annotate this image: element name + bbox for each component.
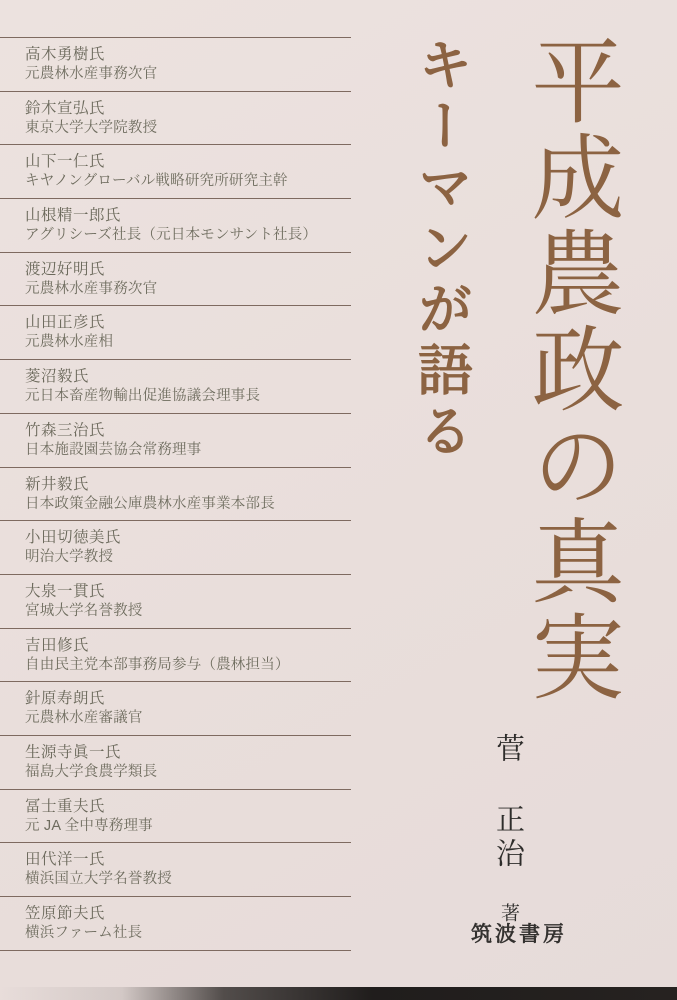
- keyman-entry: [0, 252, 351, 306]
- keyman-name: 冨士重夫氏: [25, 797, 106, 815]
- scan-edge-shadow: [0, 987, 677, 1000]
- keyman-entry: [0, 198, 351, 252]
- keyman-name: 笠原節夫氏: [25, 905, 106, 922]
- keyman-title: 日本施設園芸協会常務理事: [25, 441, 202, 458]
- keyman-entry: [0, 789, 351, 843]
- keyman-name: 山下一仁氏: [25, 153, 106, 171]
- keyman-entry: [0, 574, 351, 628]
- keyman-title: 元農林水産相: [25, 334, 114, 351]
- keyman-name: 針原寿朗氏: [25, 690, 106, 708]
- keyman-name: 小田切徳美氏: [25, 529, 122, 547]
- author-block: [489, 733, 527, 922]
- keyman-name: 竹森三治氏: [25, 421, 106, 439]
- book-title: 平成農政の真実: [517, 33, 620, 705]
- keyman-name: 高木勇樹氏: [25, 46, 106, 63]
- keyman-entry: [0, 467, 351, 521]
- publisher-name: 筑波書房: [471, 923, 567, 946]
- keyman-entry: [0, 628, 351, 682]
- keyman-entry: [0, 896, 351, 950]
- keyman-title: 明治大学教授: [25, 549, 114, 566]
- author-role: 著: [498, 903, 519, 922]
- keyman-title: 元 JA 全中専務理事: [25, 817, 153, 834]
- keyman-title: 元農林水産審議官: [25, 710, 143, 727]
- keyman-title: 福島大学食農学類長: [25, 763, 158, 780]
- keyman-entry: [0, 91, 351, 145]
- keyman-entry: [0, 305, 351, 359]
- keyman-name: 田代洋一氏: [25, 851, 106, 869]
- keyman-title: 宮城大学名誉教授: [25, 602, 143, 619]
- keyman-entry: [0, 681, 351, 735]
- author-name: 菅 正治: [492, 733, 524, 872]
- book-subtitle: キーマンが語る: [410, 36, 472, 463]
- keymen-list: [0, 37, 351, 951]
- keyman-entry: [0, 359, 351, 413]
- keyman-entry: [0, 735, 351, 789]
- keyman-title: 元農林水産事務次官: [25, 280, 158, 297]
- keyman-name: 菱沼毅氏: [25, 368, 90, 386]
- keyman-title: 元農林水産事務次官: [25, 66, 158, 82]
- keyman-name: 山根精一郎氏: [25, 207, 122, 225]
- keyman-entry: [0, 413, 351, 467]
- keyman-title: 日本政策金融公庫農林水産事業本部長: [25, 495, 275, 512]
- keyman-name: 生源寺眞一氏: [25, 743, 122, 761]
- keyman-title: アグリシーズ社長（元日本モンサント社長）: [25, 227, 318, 244]
- keyman-title: 横浜国立大学名誉教授: [25, 871, 172, 888]
- keyman-entry: [0, 37, 351, 91]
- keyman-name: 吉田修氏: [25, 636, 90, 654]
- keyman-name: 大泉一貫氏: [25, 582, 106, 600]
- keyman-name: 鈴木宣弘氏: [25, 99, 106, 117]
- keyman-entry: [0, 520, 351, 574]
- keyman-entry: [0, 144, 351, 198]
- keyman-entry: [0, 842, 351, 896]
- keyman-title: 元日本畜産物輸出促進協議会理事長: [25, 388, 261, 405]
- keyman-name: 渡辺好明氏: [25, 260, 106, 278]
- keyman-title: キヤノングローバル戦略研究所研究主幹: [25, 173, 288, 190]
- keyman-title: 自由民主党本部事務局参与（農林担当）: [25, 656, 290, 673]
- keyman-title: 横浜ファーム社長: [25, 925, 143, 941]
- keyman-name: 山田正彦氏: [25, 314, 106, 332]
- keyman-title: 東京大学大学院教授: [25, 119, 158, 136]
- keyman-name: 新井毅氏: [25, 475, 90, 493]
